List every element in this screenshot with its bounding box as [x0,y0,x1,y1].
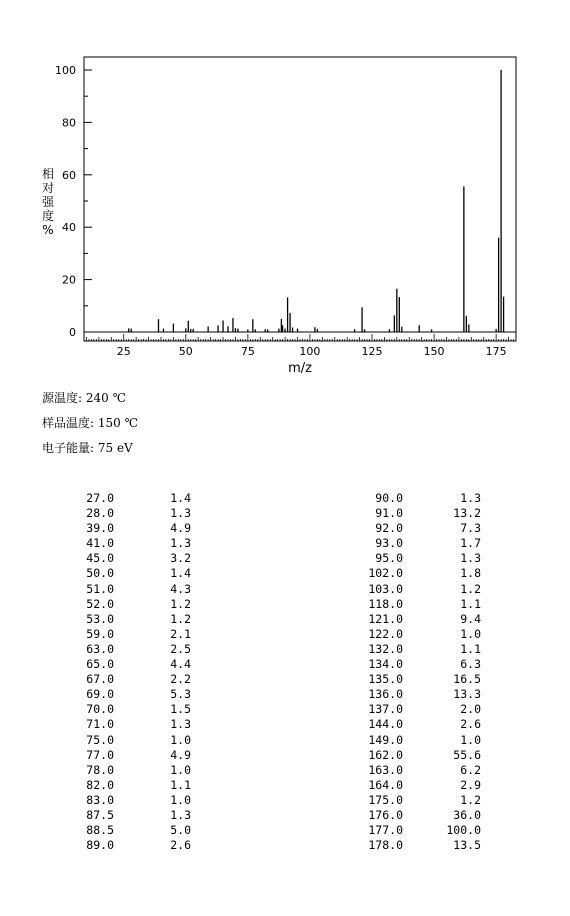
mz-value: 122.0 [368,626,403,641]
mz-value: 69.0 [86,687,114,702]
source-temperature-value: 240 ℃ [82,391,127,405]
mz-value: 90.0 [375,491,403,505]
x-tick-label: 25 [116,345,131,358]
table-row [0,702,570,717]
intensity-value: 4.4 [170,657,191,672]
intensity-value: 1.1 [170,777,191,792]
intensity-value: 1.1 [460,641,481,656]
y-axis [55,64,92,339]
peak-table-right [0,491,570,853]
intensity-value: 1.2 [170,611,191,626]
intensity-value: 1.3 [170,717,191,732]
y-axis-label-char: % [42,223,54,237]
table-row [0,823,570,838]
table-row [0,733,570,748]
mz-value: 45.0 [86,551,114,566]
mz-value: 27.0 [86,491,114,505]
intensity-value: 13.5 [453,838,481,853]
intensity-value: 1.3 [170,536,191,551]
intensity-value: 1.3 [170,506,191,521]
table-row [0,536,570,551]
intensity-value: 16.5 [453,672,481,687]
table-row [0,597,570,612]
mz-value: 93.0 [375,536,403,551]
y-axis-label-char: 强 [41,195,55,209]
intensity-value: 1.3 [460,551,481,566]
mz-value: 103.0 [368,581,403,596]
intensity-value: 2.1 [170,626,191,641]
intensity-value: 6.2 [460,762,481,777]
mz-value: 78.0 [86,762,114,777]
y-tick-label: 60 [62,168,76,182]
intensity-value: 9.4 [460,611,481,626]
x-tick-label: 175 [485,345,507,358]
mz-value: 67.0 [86,672,114,687]
table-row [0,612,570,627]
mz-value: 175.0 [368,792,403,807]
intensity-value: 2.9 [460,777,481,792]
x-tick-label: 150 [423,345,445,358]
mz-value: 65.0 [86,657,114,672]
mz-value: 83.0 [86,792,114,807]
intensity-value: 13.3 [453,687,481,702]
intensity-value: 1.5 [170,702,191,717]
mz-value: 164.0 [368,777,403,792]
intensity-value: 2.6 [460,717,481,732]
mz-value: 59.0 [86,626,114,641]
intensity-value: 1.3 [170,807,191,822]
table-row [0,838,570,853]
mz-value: 162.0 [368,747,403,762]
x-axis-label: m/z [288,361,312,376]
intensity-value: 55.6 [453,747,481,762]
intensity-value: 13.2 [453,506,481,521]
y-axis-label-char: 相 [41,167,55,181]
mz-value: 87.5 [86,807,114,822]
y-axis-label [42,166,55,237]
table-row [0,717,570,732]
table-row [0,642,570,657]
y-axis-label-char: 度 [41,209,55,223]
table-row [0,491,570,506]
mz-value: 178.0 [368,838,403,853]
table-row [0,521,570,536]
intensity-value: 1.4 [170,566,191,581]
sample-temperature [42,414,138,431]
mz-value: 102.0 [368,566,403,581]
intensity-value: 1.0 [460,626,481,641]
table-row [0,672,570,687]
intensity-value: 1.2 [170,596,191,611]
intensity-value: 4.3 [170,581,191,596]
intensity-value: 4.9 [170,521,191,536]
mz-value: 51.0 [86,581,114,596]
mz-value: 89.0 [86,838,114,853]
mz-value: 149.0 [368,732,403,747]
mz-value: 39.0 [86,521,114,536]
table-row [0,506,570,521]
intensity-value: 2.0 [460,702,481,717]
mz-value: 137.0 [368,702,403,717]
sample-temperature-value: 150 ℃ [94,416,139,430]
mz-value: 177.0 [368,823,403,838]
mz-value: 121.0 [368,611,403,626]
intensity-value: 1.8 [460,566,481,581]
intensity-value: 1.1 [460,596,481,611]
mz-value: 88.5 [86,823,114,838]
mz-value: 28.0 [86,506,114,521]
electron-energy-label: 电子能量: [42,441,95,455]
mz-value: 71.0 [86,717,114,732]
table-row [0,763,570,778]
mz-value: 134.0 [368,657,403,672]
mz-value: 91.0 [375,506,403,521]
sample-temperature-label: 样品温度: [42,416,95,430]
source-temperature-label: 源温度: [42,391,83,405]
intensity-value: 2.2 [170,672,191,687]
x-axis [84,332,516,358]
mz-value: 50.0 [86,566,114,581]
mz-value: 52.0 [86,596,114,611]
table-row [0,551,570,566]
intensity-value: 5.3 [170,687,191,702]
mz-value: 77.0 [86,747,114,762]
intensity-value: 2.6 [170,838,191,853]
mz-value: 82.0 [86,777,114,792]
x-tick-label: 50 [178,345,193,358]
mz-value: 75.0 [86,732,114,747]
plot-frame [84,57,516,341]
electron-energy-value: 75 eV [94,441,133,455]
intensity-value: 5.0 [170,823,191,838]
intensity-value: 36.0 [453,807,481,822]
mz-value: 53.0 [86,611,114,626]
table-row [0,748,570,763]
mz-value: 135.0 [368,672,403,687]
mz-value: 176.0 [368,807,403,822]
intensity-value: 1.0 [170,762,191,777]
x-tick-label: 125 [361,345,383,358]
intensity-value: 1.3 [460,491,481,505]
y-tick-label: 80 [62,116,76,130]
mz-value: 63.0 [86,641,114,656]
y-tick-label: 40 [62,221,76,235]
intensity-value: 1.4 [170,491,191,505]
table-row [0,566,570,581]
intensity-value: 6.3 [460,657,481,672]
intensity-value: 2.5 [170,641,191,656]
intensity-value: 1.0 [460,732,481,747]
intensity-value: 1.7 [460,536,481,551]
y-tick-label: 20 [62,273,76,287]
peak-bars [129,70,504,332]
x-tick-label: 75 [240,345,255,358]
intensity-value: 100.0 [446,823,481,838]
electron-energy [42,439,133,456]
intensity-value: 1.0 [170,732,191,747]
mz-value: 70.0 [86,702,114,717]
intensity-value: 1.2 [460,792,481,807]
source-temperature [42,389,126,406]
intensity-value: 1.0 [170,792,191,807]
table-row [0,793,570,808]
intensity-value: 1.2 [460,581,481,596]
table-row [0,778,570,793]
mz-value: 136.0 [368,687,403,702]
table-row [0,687,570,702]
y-tick-label: 0 [69,326,76,339]
mz-value: 41.0 [86,536,114,551]
mz-value: 163.0 [368,762,403,777]
table-row [0,808,570,823]
intensity-value: 7.3 [460,521,481,536]
mass-spectrum-chart [0,0,570,380]
y-axis-label-char: 对 [41,181,55,195]
intensity-value: 3.2 [170,551,191,566]
mz-value: 118.0 [368,596,403,611]
table-row [0,582,570,597]
intensity-value: 4.9 [170,747,191,762]
mz-value: 132.0 [368,641,403,656]
mz-value: 95.0 [375,551,403,566]
x-tick-label: 100 [299,345,321,358]
table-row [0,657,570,672]
table-row [0,627,570,642]
mz-value: 144.0 [368,717,403,732]
mz-value: 92.0 [375,521,403,536]
y-tick-label: 100 [55,64,76,77]
